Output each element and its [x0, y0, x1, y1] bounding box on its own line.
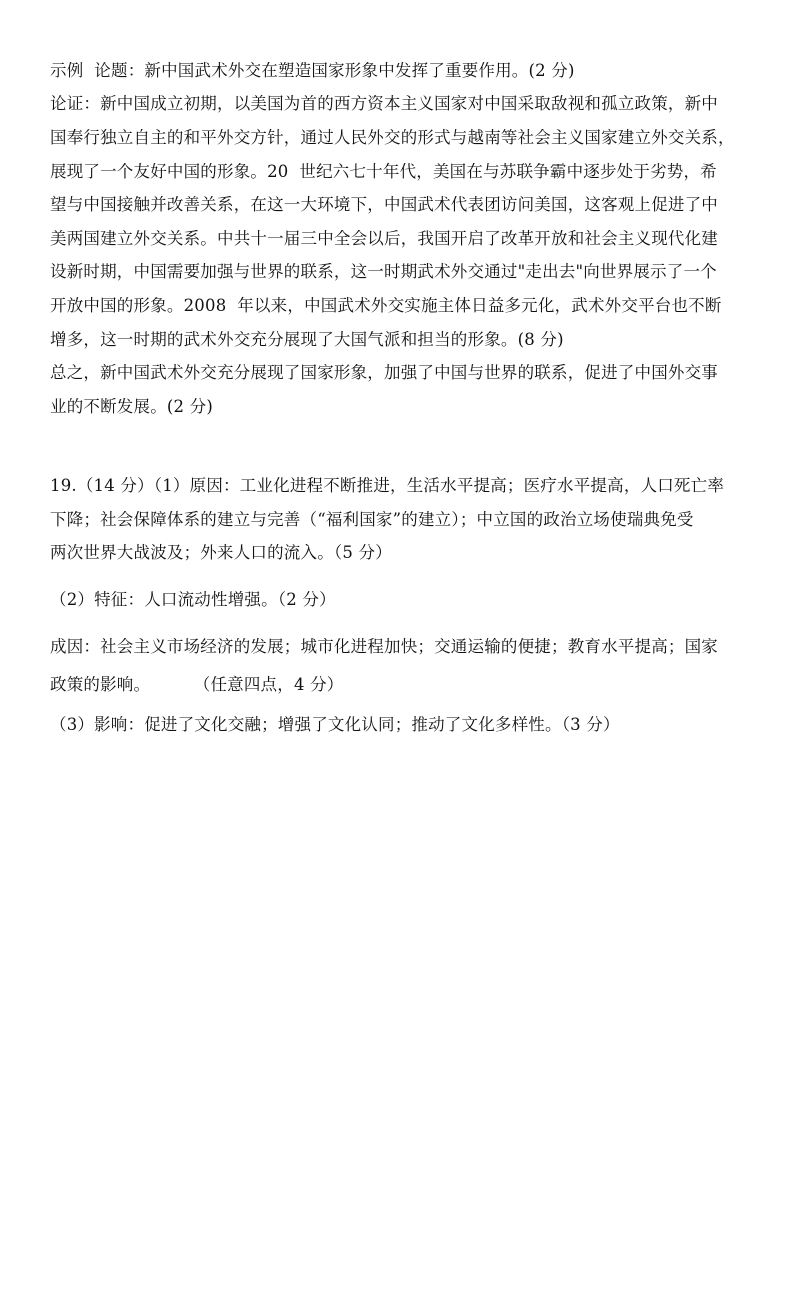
question-19-cause-line: 政策的影响。 （任意四点，4 分）: [50, 675, 344, 694]
argument-line: 论证：新中国成立初期，以美国为首的西方资本主义国家对中国采取敌视和孤立政策，新中: [50, 94, 718, 113]
example-thesis-line: 示例 论题：新中国武术外交在塑造国家形象中发挥了重要作用。(2 分): [50, 61, 575, 80]
conclusion-line: 业的不断发展。(2 分): [50, 397, 214, 416]
argument-line: 国奉行独立自主的和平外交方针，通过人民外交的形式与越南等社会主义国家建立外交关系，: [50, 128, 735, 147]
question-19-part3-line: （3）影响：促进了文化交融；增强了文化认同；推动了文化多样性。（3 分）: [50, 715, 620, 734]
argument-line: 美两国建立外交关系。中共十一届三中全会以后，我国开启了改革开放和社会主义现代化建: [50, 229, 718, 248]
conclusion-line: 总之，新中国武术外交充分展现了国家形象，加强了中国与世界的联系，促进了中国外交事: [50, 363, 718, 382]
question-19-part2-line: （2）特征：人口流动性增强。（2 分）: [50, 590, 336, 609]
question-19-line: 下降；社会保障体系的建立与完善（“福利国家”的建立）；中立国的政治立场使瑞典免受: [50, 510, 694, 529]
question-19-cause-line: 成因：社会主义市场经济的发展；城市化进程加快；交通运输的便捷；教育水平提高；国家: [50, 637, 718, 656]
question-19-line: 两次世界大战波及；外来人口的流入。（5 分）: [50, 543, 392, 562]
argument-line: 展现了一个友好中国的形象。20 世纪六七十年代，美国在与苏联争霸中逐步处于劣势，希: [50, 162, 717, 181]
argument-line: 望与中国接触并改善关系，在这一大环境下，中国武术代表团访问美国，这客观上促进了中: [50, 195, 718, 214]
argument-line: 设新时期，中国需要加强与世界的联系，这一时期武术外交通过"走出去"向世界展示了一个: [50, 262, 717, 281]
argument-line: 开放中国的形象。2008 年以来，中国武术外交实施主体日益多元化，武术外交平台也不断: [50, 296, 722, 315]
argument-line: 增多，这一时期的武术外交充分展现了大国气派和担当的形象。(8 分): [50, 330, 564, 349]
question-19-line: 19.（14 分）（1）原因：工业化进程不断推进，生活水平提高；医疗水平提高，人口死亡率: [50, 476, 725, 495]
